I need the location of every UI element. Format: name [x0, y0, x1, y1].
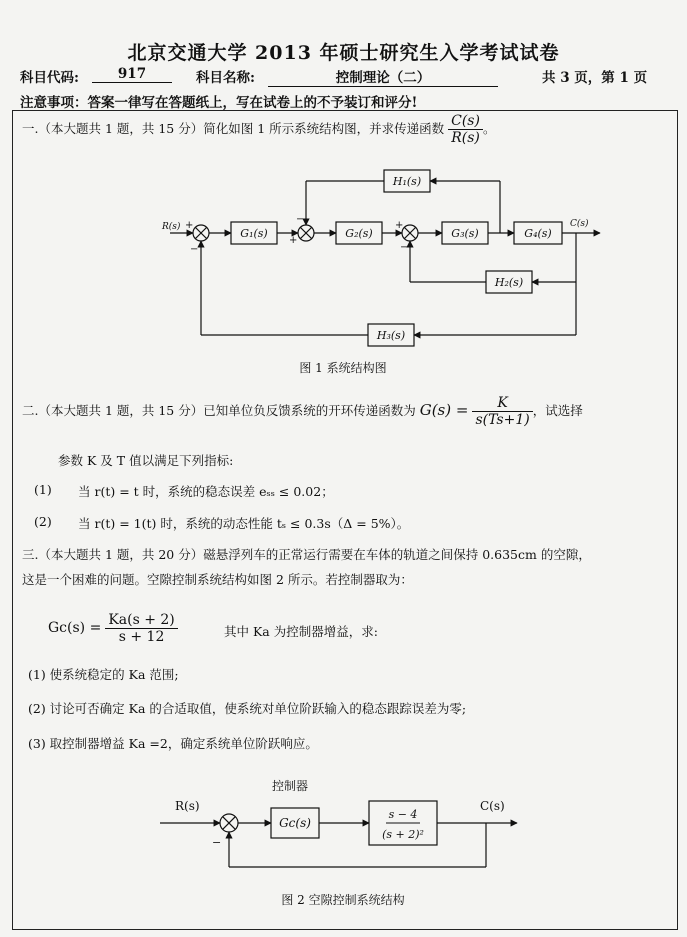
sign-minus: − [400, 242, 409, 253]
fig1-output-label: C(s) [570, 219, 589, 229]
fig1-input-label: R(s) [162, 222, 181, 232]
q2-text: 二.（本大题共 1 题，共 15 分）已知单位负反馈系统的开环传递函数为 [22, 403, 416, 418]
q3-line2: 这是一个困难的问题。空隙控制系统结构如图 2 所示。若控制器取为： [22, 572, 413, 587]
q2-tail: ，试选择 [532, 403, 583, 418]
q1-tail: 。 [482, 121, 496, 136]
sign-plus: + [395, 220, 404, 231]
q2-fraction [472, 395, 532, 428]
subject-name-value: 控制理论（二） [268, 66, 498, 87]
block-h1: H₁(s) [392, 175, 422, 188]
controller-label: 控制器 [271, 779, 309, 793]
sign-minus: − [212, 836, 222, 849]
fig2-input-label: R(s) [175, 799, 200, 813]
q2-line2: 参数 K 及 T 值以满足下列指标: [58, 453, 234, 468]
subject-name-label: 科目名称: [196, 70, 255, 86]
sign-plus: + [289, 235, 298, 246]
q3-gc-tail: 其中 Ka 为控制器增益，求: [224, 624, 378, 639]
q3-item1: (1) 使系统稳定的 Ka 范围; [28, 667, 179, 682]
q3-gc-fraction [105, 612, 177, 645]
exam-title: 北京交通大学 2013 年硕士研究生入学考试试卷 [127, 42, 560, 64]
q3-item3: (3) 取控制器增益 Ka =2，确定系统单位阶跃响应。 [28, 736, 318, 751]
q2-g-lhs: G(s) = [419, 401, 469, 419]
q2-item1: 当 r(t) = t 时，系统的稳态误差 eₛₛ ≤ 0.02； [78, 484, 334, 499]
block-h3: H₃(s) [376, 329, 406, 342]
q2-statement [22, 395, 583, 428]
subject-code-label: 科目代码: [20, 70, 79, 86]
sign-minus: − [190, 244, 199, 255]
fig2-output-label: C(s) [480, 799, 505, 813]
q2-item1-num: (1) [34, 482, 52, 497]
gc-block: Gc(s) [279, 816, 311, 830]
q2-frac-num: K [472, 395, 532, 412]
q2-item2-num: (2) [34, 514, 52, 529]
q3-gc-den: s + 12 [118, 629, 165, 645]
q3-item2: (2) 讨论可否确定 Ka 的合适取值，使系统对单位阶跃输入的稳态跟踪误差为零; [28, 701, 467, 716]
q3-gc-formula [48, 612, 178, 645]
fig1-caption: 图 1 系统结构图 [299, 361, 387, 375]
page-info: 共 3 页，第 1 页 [542, 70, 648, 86]
q2-item2: 当 r(t) = 1(t) 时，系统的动态性能 tₛ ≤ 0.3s（Δ = 5%）。 [78, 516, 410, 531]
q2-frac-den: s(Ts+1) [475, 412, 530, 428]
sign-minus: − [296, 214, 305, 225]
block-g2: G₂(s) [345, 227, 373, 240]
block-g1: G₁(s) [240, 227, 268, 240]
fig2-caption: 图 2 空隙控制系统结构 [281, 893, 405, 907]
block-g4: G₄(s) [524, 227, 552, 240]
subject-code-value: 917 [92, 66, 172, 83]
exam-notes: 注意事项：答案一律写在答题纸上，写在试卷上的不予装订和评分! [20, 95, 418, 111]
block-g3: G₃(s) [451, 227, 479, 240]
sign-plus: + [185, 220, 194, 231]
plant-num: s − 4 [388, 808, 418, 821]
q3-line1: 三.（本大题共 1 题，共 20 分）磁悬浮列车的正常运行需要在车体的轨道之间保持 0.635cm 的空隙， [22, 547, 591, 562]
block-h2: H₂(s) [494, 276, 524, 289]
q3-gc-num: Ka(s + 2) [105, 612, 177, 629]
q1-text: 一.（本大题共 1 题，共 15 分）简化如图 1 所示系统结构图，并求传递函数 [22, 121, 445, 136]
q3-gc-lhs: Gc(s) = [48, 620, 102, 636]
plant-den: (s + 2)² [382, 828, 424, 841]
q1-frac-den: R(s) [451, 130, 480, 146]
q1-frac-num: C(s) [448, 113, 483, 130]
